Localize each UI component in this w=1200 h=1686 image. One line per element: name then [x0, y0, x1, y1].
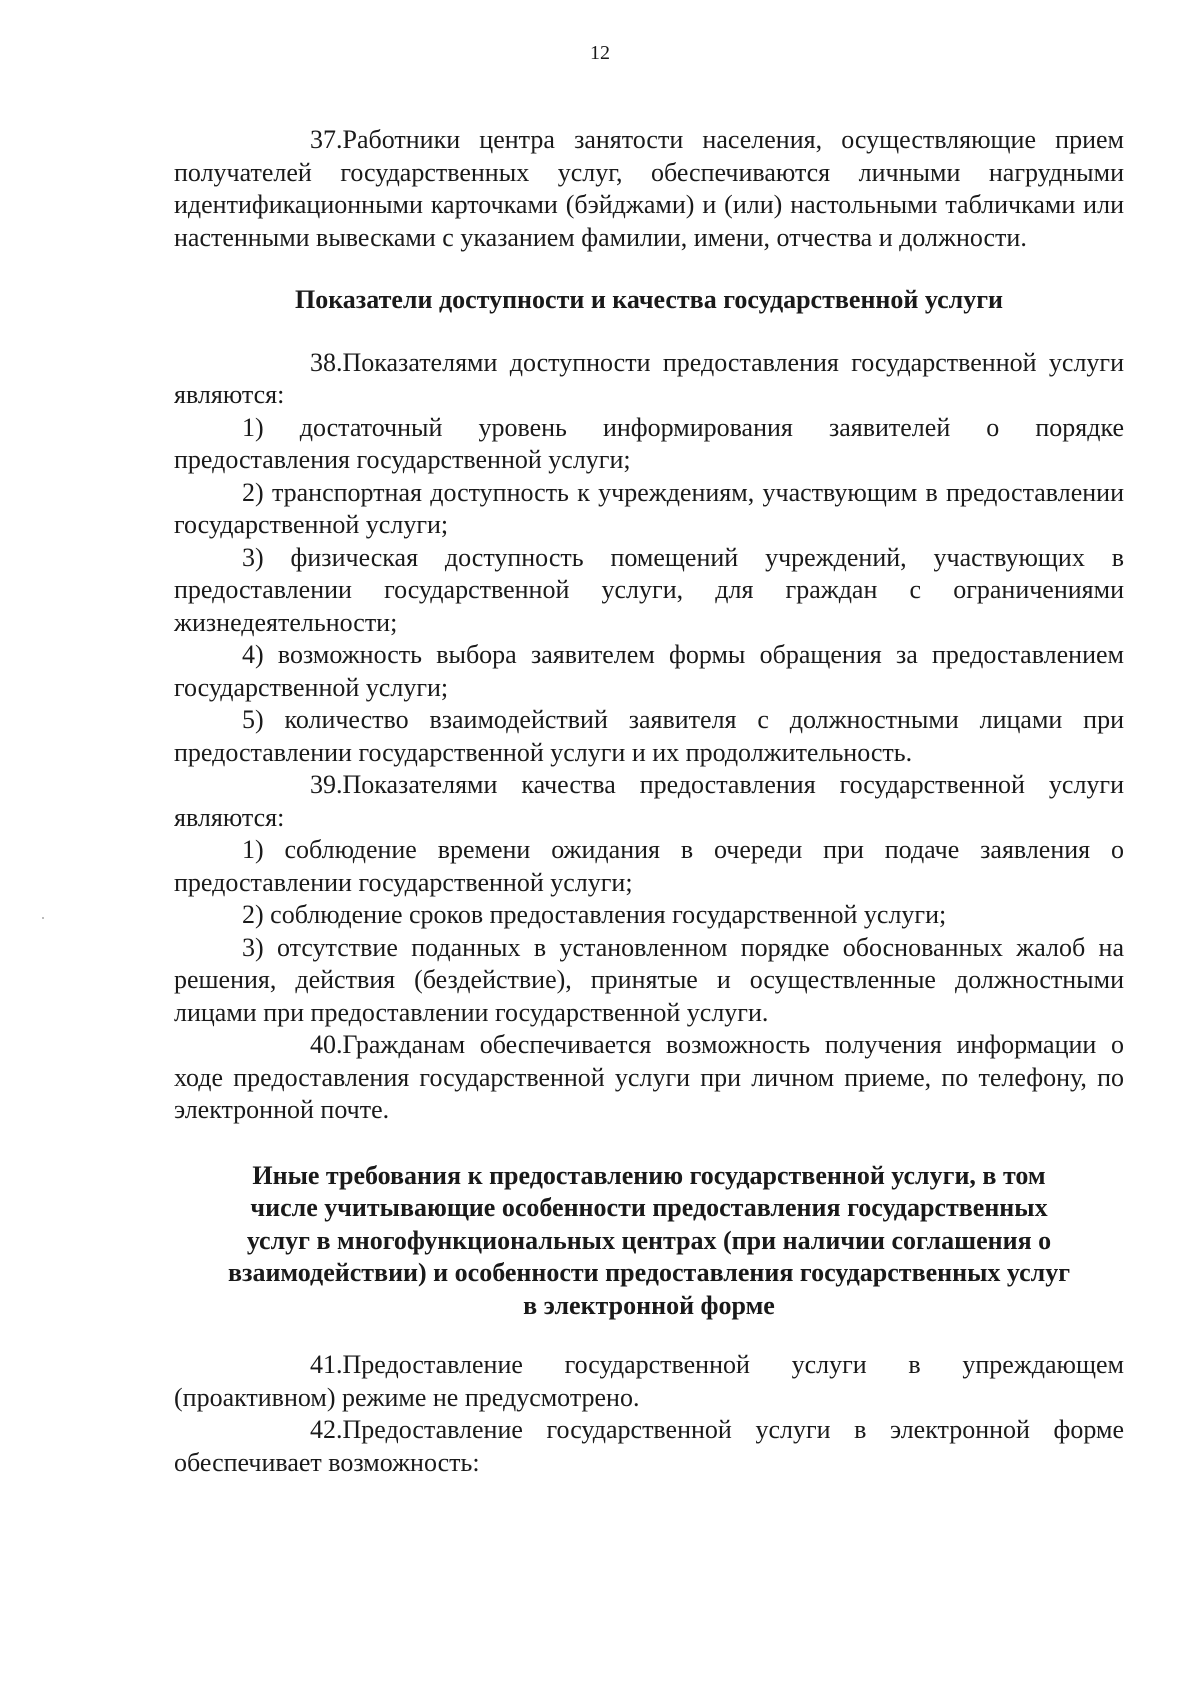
paragraph-text: Показателями качества предоставления государственной услуги являются: [174, 770, 1124, 832]
paragraph-text: Работники центра занятости населения, осуществляющие прием получателей государственных услуг, обеспечиваются личными нагрудными идентификационными карточками (бэйджами) и (или) настольными табличками или настенными вывесками с указанием фамилии, имени, отчества и должности. [174, 125, 1124, 252]
scan-artifact [42, 917, 44, 919]
heading-line: услуг в многофункциональных центрах (при наличии соглашения о [246, 1225, 1052, 1255]
paragraph-number: 38. [310, 347, 343, 377]
heading-line: Иные требования к предоставлению государственной услуги, в том [252, 1160, 1046, 1190]
list-item: 3) отсутствие поданных в установленном порядке обоснованных жалоб на решения, действия (бездействие), принятые и осуществленные должностными лицами при предоставлении государственной услуги. [174, 932, 1124, 1027]
paragraph-text: Предоставление государственной услуги в электронной форме обеспечивает возможность: [174, 1415, 1124, 1477]
page-number: 12 [590, 42, 610, 64]
paragraph-40 [174, 1029, 1124, 1127]
list-item: 1) достаточный уровень информирования заявителей о порядке предоставления государственной услуги; [174, 412, 1124, 474]
paragraph-number: 42. [310, 1415, 343, 1444]
paragraph-37 [174, 124, 1124, 254]
paragraph-42 [174, 1414, 1124, 1479]
list-item: 1) соблюдение времени ожидания в очереди при подаче заявления о предоставлении государственной услуги; [174, 835, 1124, 897]
paragraph-number: 37. [310, 125, 343, 154]
list-item: 2) соблюдение сроков предоставления государственной услуги; [242, 900, 947, 929]
list-item: 2) транспортная доступность к учреждениям, участвующим в предоставлении государственной услуги; [174, 477, 1124, 539]
heading-line: числе учитывающие особенности предоставления государственных [250, 1193, 1048, 1222]
heading-line: в электронной форме [523, 1290, 775, 1320]
paragraph-number: 40. [310, 1030, 343, 1059]
paragraph-text: Показателями доступности предоставления государственной услуги являются: [174, 347, 1124, 409]
heading-line: взаимодействии) и особенности предоставления государственных услуг [227, 1258, 1071, 1287]
paragraph-number: 39. [310, 770, 343, 799]
section-heading-accessibility-quality: Показатели доступности и качества государственной услуги [294, 285, 1004, 314]
section-heading-other-requirements [174, 1160, 1124, 1323]
list-item: 5) количество взаимодействий заявителя с должностными лицами при предоставлении государственной услуги и их продолжительность. [174, 705, 1124, 767]
paragraph-text: Гражданам обеспечивается возможность получения информации о ходе предоставления государственной услуги при личном приеме, по телефону, по электронной почте. [174, 1030, 1124, 1124]
document-body [174, 124, 1124, 1479]
list-item: 4) возможность выбора заявителем формы обращения за предоставлением государственной услуги; [174, 640, 1124, 702]
paragraph-text: Предоставление государственной услуги в упреждающем (проактивном) режиме не предусмотрено. [174, 1350, 1124, 1412]
paragraph-number: 41. [310, 1350, 343, 1379]
list-item: 3) физическая доступность помещений учреждений, участвующих в предоставлении государственной услуги, для граждан с ограничениями жизнедеятельности; [174, 542, 1124, 637]
paragraph-39 [174, 769, 1124, 834]
paragraph-38 [174, 347, 1124, 412]
paragraph-41 [174, 1349, 1124, 1414]
